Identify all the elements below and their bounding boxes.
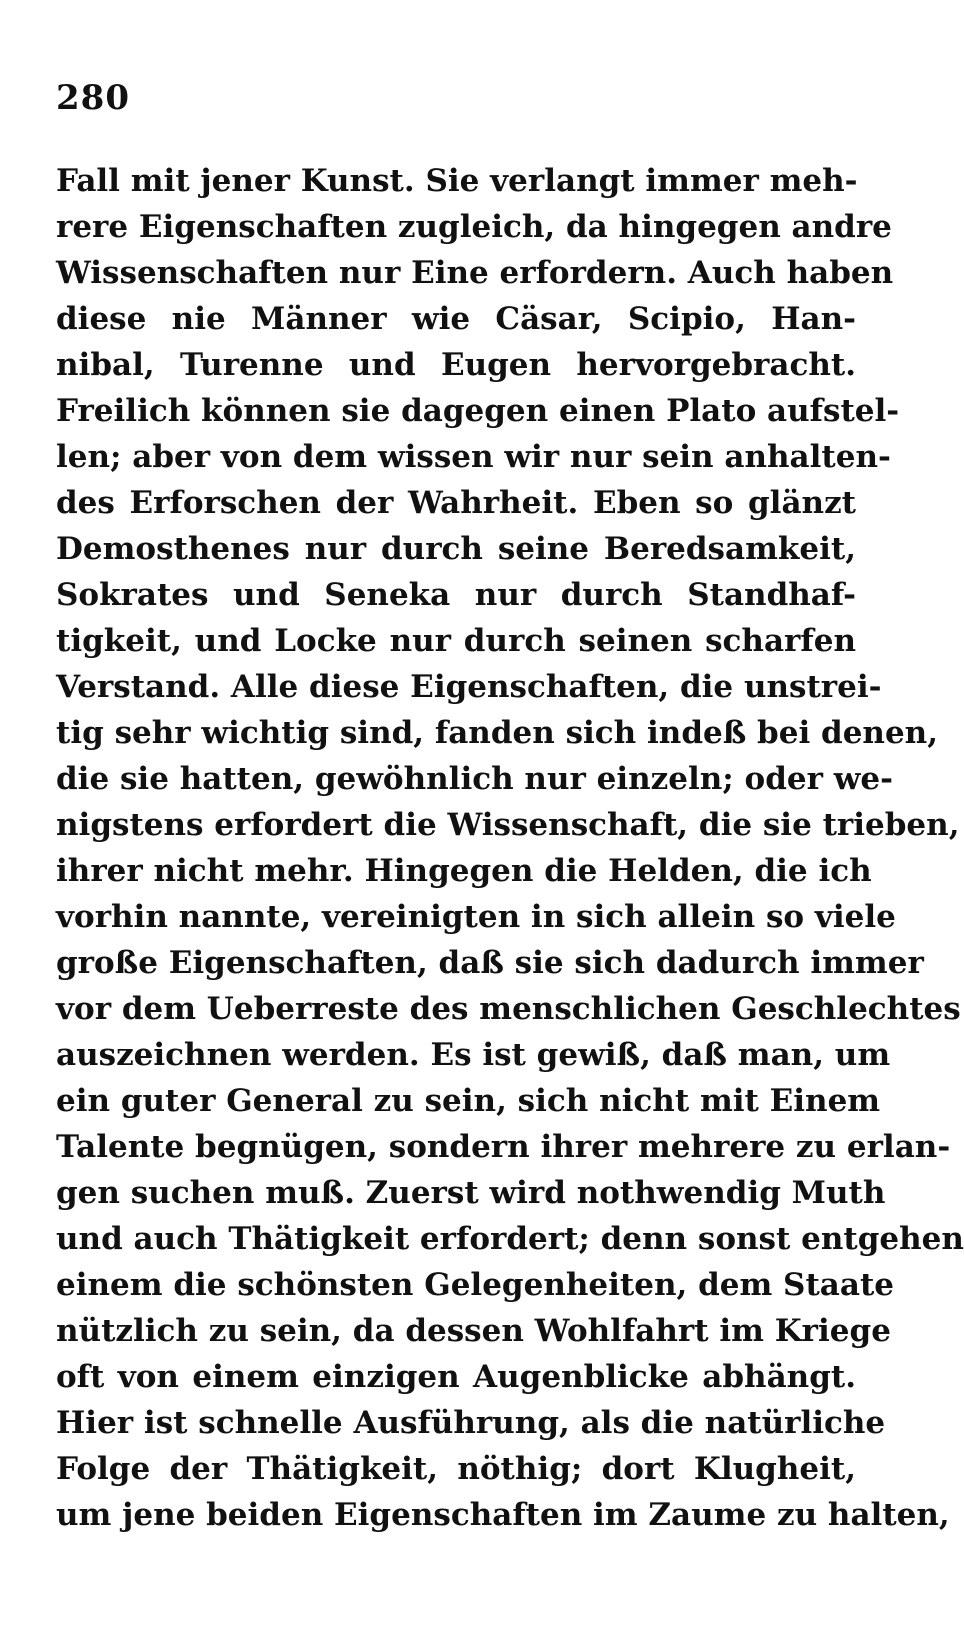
text-line: Fall mit jener Kunst. Sie verlangt immer meh- xyxy=(56,163,858,199)
text-line: ein guter General zu sein, sich nicht mit Einem xyxy=(56,1083,881,1119)
text-line: nützlich zu sein, da dessen Wohlfahrt im Kriege xyxy=(56,1313,891,1349)
page-number: 280 xyxy=(56,78,130,118)
text-line: große Eigenschaften, daß sie sich dadurch immer xyxy=(56,945,924,981)
text-line: ihrer nicht mehr. Hingegen die Helden, die ich xyxy=(56,853,872,889)
text-line: tig sehr wichtig sind, fanden sich indeß bei denen, xyxy=(56,715,939,751)
text-line: die sie hatten, gewöhnlich nur einzeln; oder we- xyxy=(56,761,894,797)
text-line: Talente begnügen, sondern ihrer mehrere zu erlan- xyxy=(56,1129,951,1165)
text-line: oft von einem einzigen Augenblicke abhängt. xyxy=(56,1359,856,1395)
text-line: Sokrates und Seneka nur durch Standhaf- xyxy=(56,577,856,613)
text-line: Wissenschaften nur Eine erfordern. Auch haben xyxy=(56,255,894,291)
text-line: rere Eigenschaften zugleich, da hingegen andre xyxy=(56,209,892,245)
text-line: einem die schönsten Gelegenheiten, dem Staate xyxy=(56,1267,894,1303)
text-line: nigstens erfordert die Wissenschaft, die sie trieben, xyxy=(56,807,960,843)
text-line: vorhin nannte, vereinigten in sich allein so viele xyxy=(56,899,896,935)
text-line: Demosthenes nur durch seine Beredsamkeit, xyxy=(56,531,856,567)
text-line: len; aber von dem wissen wir nur sein anhalten- xyxy=(56,439,891,475)
text-line: Freilich können sie dagegen einen Plato aufstel- xyxy=(56,393,900,429)
text-line: gen suchen muß. Zuerst wird nothwendig Muth xyxy=(56,1175,886,1211)
text-line: auszeichnen werden. Es ist gewiß, daß man, um xyxy=(56,1037,891,1073)
text-line: Hier ist schnelle Ausführung, als die natürliche xyxy=(56,1405,886,1441)
text-line: diese nie Männer wie Cäsar, Scipio, Han- xyxy=(56,301,856,337)
text-line: um jene beiden Eigenschaften im Zaume zu halten, xyxy=(56,1497,950,1533)
text-line: vor dem Ueberreste des menschlichen Geschlechtes xyxy=(56,991,961,1027)
text-line: Folge der Thätigkeit, nöthig; dort Klugheit, xyxy=(56,1451,856,1487)
text-line: tigkeit, und Locke nur durch seinen scharfen xyxy=(56,623,856,659)
text-line: und auch Thätigkeit erfordert; denn sonst entgehen xyxy=(56,1221,964,1257)
text-line: Verstand. Alle diese Eigenschaften, die unstrei- xyxy=(56,669,882,705)
text-line: des Erforschen der Wahrheit. Eben so glänzt xyxy=(56,485,856,521)
body-text xyxy=(56,158,964,1538)
text-line: nibal, Turenne und Eugen hervorgebracht. xyxy=(56,347,856,383)
